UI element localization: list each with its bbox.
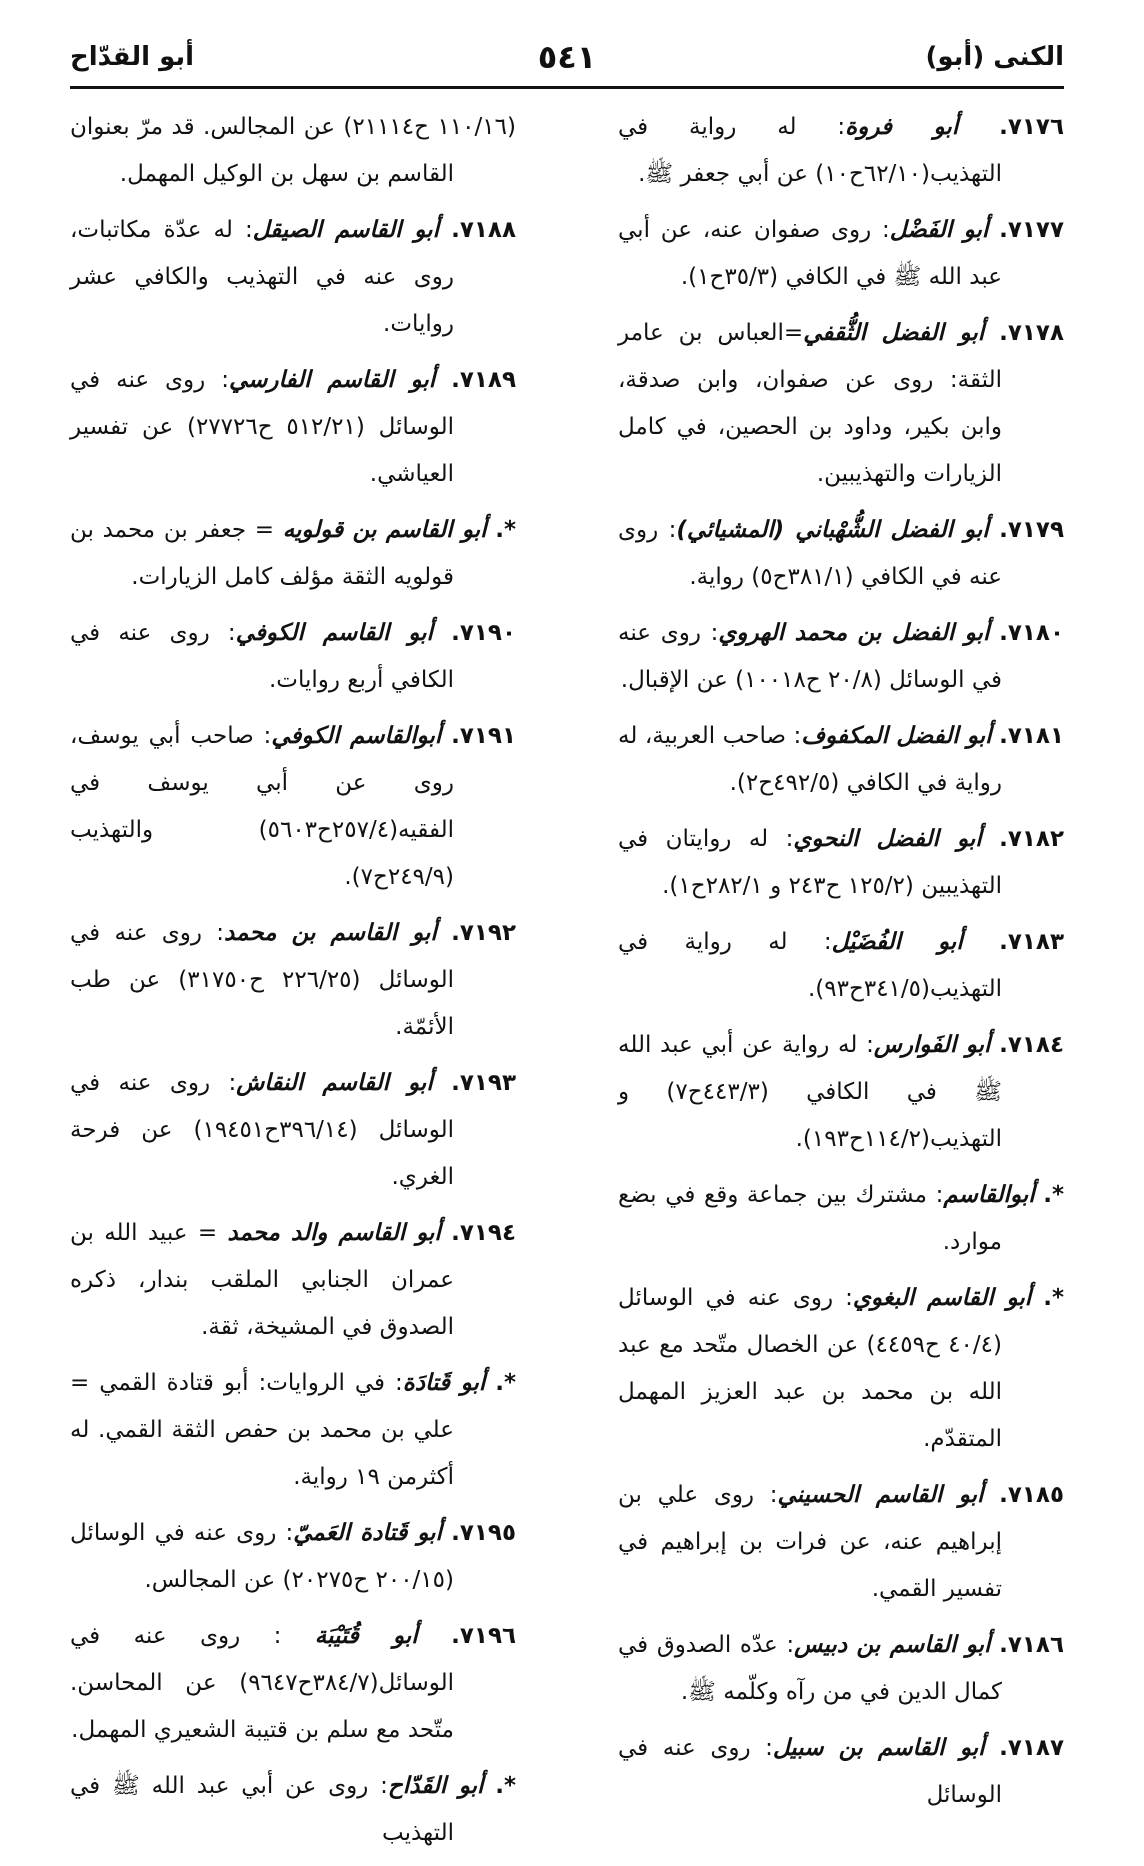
entry-name: أبو القاسم بن محمد <box>224 920 437 946</box>
entry-number: *. <box>495 1773 517 1799</box>
entry-text: : روى عنه في الوسائل (٢٠٠/١٥ ح٢٠٢٧٥) عن المجالس. <box>70 1520 454 1593</box>
entry-text: = عبيد الله بن عمران الجنابي الملقب بندار، ذكره الصدوق في المشيخة، ثقة. <box>70 1220 454 1340</box>
entry-number: *. <box>495 517 516 543</box>
entry <box>70 1613 516 1754</box>
entry <box>618 104 1064 198</box>
entry <box>70 207 516 348</box>
entry-text: : روى عنه في الوسائل (٢٢٦/٢٥ ح٣١٧٥٠) عن طب الأئمّة. <box>70 920 454 1040</box>
entry-text: : صاحب العربية، له رواية في الكافي (٤٩٢/٥ح٢). <box>618 723 1002 796</box>
entry-name: أبو الفضل الثُّقفي <box>803 320 985 346</box>
entry <box>70 610 516 704</box>
entry-number: ٧١٩٣. <box>451 1070 516 1096</box>
entry-number: ٧١٩٦. <box>451 1623 517 1649</box>
entry <box>70 104 516 198</box>
entry-name: أبوالقاسم <box>943 1182 1035 1208</box>
entry-number: ٧١٨٨. <box>451 217 517 243</box>
entry <box>618 1172 1064 1266</box>
entry-number: ٧١٨٥. <box>999 1482 1064 1508</box>
entry-name: أبو الفضل الشُّهْباني (المشيائي) <box>676 517 989 543</box>
entry <box>618 1472 1064 1613</box>
entry-name: أبو الفَوارس <box>873 1032 991 1058</box>
entry-text: : مشترك بين جماعة وقع في بضع موارد. <box>618 1182 1002 1255</box>
entry-text: : له روايتان في التهذيبين (١٢٥/٢ ح٢٤٣ و ٢٨٢/١ح١). <box>618 826 1002 899</box>
entry-text: : روى صفوان عنه، عن أبي عبد الله ﷺ في الكافي (٣٥/٣ح١). <box>618 217 1002 290</box>
entry-text: : روى عنه في الوسائل (٣٩٦/١٤ح١٩٤٥١) عن فرحة الغري. <box>70 1070 455 1190</box>
entry <box>70 1510 516 1604</box>
entry-name: أبو القاسم الفارسي <box>228 367 436 393</box>
entry-name: أبو الفضل بن محمد الهروي <box>718 620 990 646</box>
entry-number: *. <box>1043 1182 1064 1208</box>
entry-number: ٧١٧٩. <box>999 517 1065 543</box>
entry-text: : روى عنه في الوسائل(٣٨٤/٧ح٩٦٤٧) عن المحاسن. متّحد مع سلم بن قتيبة الشعيري المهمل. <box>70 1623 454 1743</box>
entry-number: ٧١٩٥. <box>451 1520 517 1546</box>
entry-name: أبو القاسم بن دبيس <box>794 1632 991 1658</box>
entry-text: : روى عنه في الكافي (٣٨١/١ح٥) رواية. <box>618 517 1002 590</box>
entry-text: : روى عنه في الوسائل <box>618 1735 1002 1808</box>
entry <box>70 1763 516 1857</box>
entry-text: (١١٠/١٦ ح٢١١١٤) عن المجالس. قد مرّ بعنوان القاسم بن سهل بن الوكيل المهمل. <box>70 114 516 187</box>
entry <box>70 1360 516 1501</box>
entry-name: أبو الفضل النحوي <box>793 826 982 852</box>
entry <box>618 207 1064 301</box>
right-column <box>618 104 1064 1828</box>
page-number: ٥٤١ <box>537 38 597 76</box>
entry-number: ٧١٩٢. <box>451 920 517 946</box>
entry-number: ٧١٩٤. <box>451 1220 517 1246</box>
entry-number: ٧١٨٠. <box>999 620 1064 646</box>
entry <box>618 919 1064 1013</box>
entry-name: أبو القاسم بن قولويه <box>282 517 487 543</box>
running-head-right: الكنى (أبو) <box>925 42 1064 72</box>
entry <box>70 910 516 1051</box>
entry-number: *. <box>495 1370 517 1396</box>
entry-number: ٧١٨٤. <box>999 1032 1065 1058</box>
entry-text: : روى عنه في الوسائل (٥١٢/٢١ ح٢٧٧٢٦) عن تفسير العياشي. <box>70 367 454 487</box>
entry-name: أبو القاسم البغوي <box>852 1285 1032 1311</box>
entry-number: ٧١٨٦. <box>999 1632 1065 1658</box>
entry <box>618 507 1064 601</box>
entry-text: : صاحب أبي يوسف، روى عن أبي يوسف في الفقيه(٢٥٧/٤ح٥٦٠٣) والتهذيب (٢٤٩/٩ح٧). <box>70 723 454 890</box>
entry-name: أبو القاسم النقاش <box>236 1070 433 1096</box>
header-rule <box>70 86 1064 89</box>
entry-text: =العباس بن عامر الثقة: روى عن صفوان، وابن صدقة، وابن بكير، وداود بن الحصين، في كامل الزيارات والتهذيبين. <box>618 320 1002 487</box>
entry-number: ٧١٨١. <box>999 723 1065 749</box>
entry <box>618 1725 1064 1819</box>
entry-text: : له رواية في التهذيب(٣٤١/٥ح٩٣). <box>618 929 1002 1002</box>
entry-name: أبو القاسم والد محمد <box>227 1220 441 1246</box>
entry-name: أبو قُتَيْبَة <box>314 1623 418 1649</box>
entry-number: ٧١٨٧. <box>999 1735 1065 1761</box>
entry-text: : له رواية عن أبي عبد الله ﷺ في الكافي (٤٤٣/٣ح٧) و التهذيب(١١٤/٢ح١٩٣). <box>618 1032 1002 1152</box>
entry-name: أبو قَتادَة <box>402 1370 486 1396</box>
left-column <box>70 104 516 1866</box>
entry <box>618 713 1064 807</box>
entry-text: : روى عنه في الوسائل (٢٠/٨ ح١٠٠١٨) عن الإقبال. <box>618 620 1002 693</box>
entry-number: ٧١٧٧. <box>999 217 1065 243</box>
entry <box>618 1022 1064 1163</box>
entry <box>618 1275 1064 1463</box>
entry-name: أبو القاسم الحسيني <box>777 1482 984 1508</box>
entry-name: أبو قَتادة العَميّ <box>293 1520 442 1546</box>
entry-number: *. <box>1043 1285 1065 1311</box>
entry-name: أبوالقاسم الكوفي <box>271 723 442 749</box>
entry-number: ٧١٧٨. <box>999 320 1064 346</box>
entry-name: أبو فروة <box>845 114 959 140</box>
entry-name: أبو القاسم الصيقل <box>252 217 439 243</box>
page-header <box>70 38 1064 82</box>
entry <box>70 507 516 601</box>
entry-text: : روى عنه في الكافي أربع روايات. <box>70 620 454 693</box>
entry-number: ٧١٨٣. <box>999 929 1064 955</box>
entry-text: : روى عنه في الوسائل (٤٠/٤ ح٤٤٥٩) عن الخصال متّحد مع عبد الله بن محمد بن عبد العزيز المهمل المتقدّم. <box>618 1285 1002 1452</box>
entry-number: ٧١٩١. <box>451 723 517 749</box>
entry-name: أبو القاسم بن سبيل <box>772 1735 985 1761</box>
entry <box>618 310 1064 498</box>
entry-number: ٧١٨٩. <box>451 367 516 393</box>
entry-number: ٧١٨٢. <box>999 826 1065 852</box>
entry <box>70 1210 516 1351</box>
entry-name: أبو القَدّاح <box>387 1773 484 1799</box>
entry-name: أبو القاسم الكوفي <box>235 620 433 646</box>
entry-name: أبو الفُضَيْل <box>831 929 963 955</box>
entry-text: : في الروايات: أبو قتادة القمي = علي بن محمد بن حفص الثقة القمي. له أكثرمن ١٩ رواية. <box>70 1370 454 1490</box>
entry-text: : عدّه الصدوق في كمال الدين في من رآه وكلّمه ﷺ. <box>618 1632 1002 1705</box>
entry-text: : له رواية في التهذيب(٦٢/١٠ح١٠) عن أبي جعفر ﷺ. <box>618 114 1002 187</box>
entry <box>618 816 1064 910</box>
entry <box>618 610 1064 704</box>
entry-text: : روى علي بن إبراهيم عنه، عن فرات بن إبراهيم في تفسير القمي. <box>618 1482 1002 1602</box>
entry-number: ٧١٩٠. <box>451 620 516 646</box>
entry <box>70 357 516 498</box>
running-head-left: أبو القدّاح <box>70 42 195 72</box>
entry-text: : له عدّة مكاتبات، روى عنه في التهذيب والكافي عشر روايات. <box>70 217 454 337</box>
entry <box>618 1622 1064 1716</box>
entry-name: أبو الفَضْل <box>889 217 989 243</box>
entry-name: أبو الفضل المكفوف <box>801 723 992 749</box>
entry <box>70 713 516 901</box>
entry <box>70 1060 516 1201</box>
entry-text: : روى عن أبي عبد الله ﷺ في التهذيب <box>70 1773 454 1846</box>
entry-text: = جعفر بن محمد بن قولويه الثقة مؤلف كامل الزيارات. <box>70 517 454 590</box>
entry-number: ٧١٧٦. <box>999 114 1064 140</box>
